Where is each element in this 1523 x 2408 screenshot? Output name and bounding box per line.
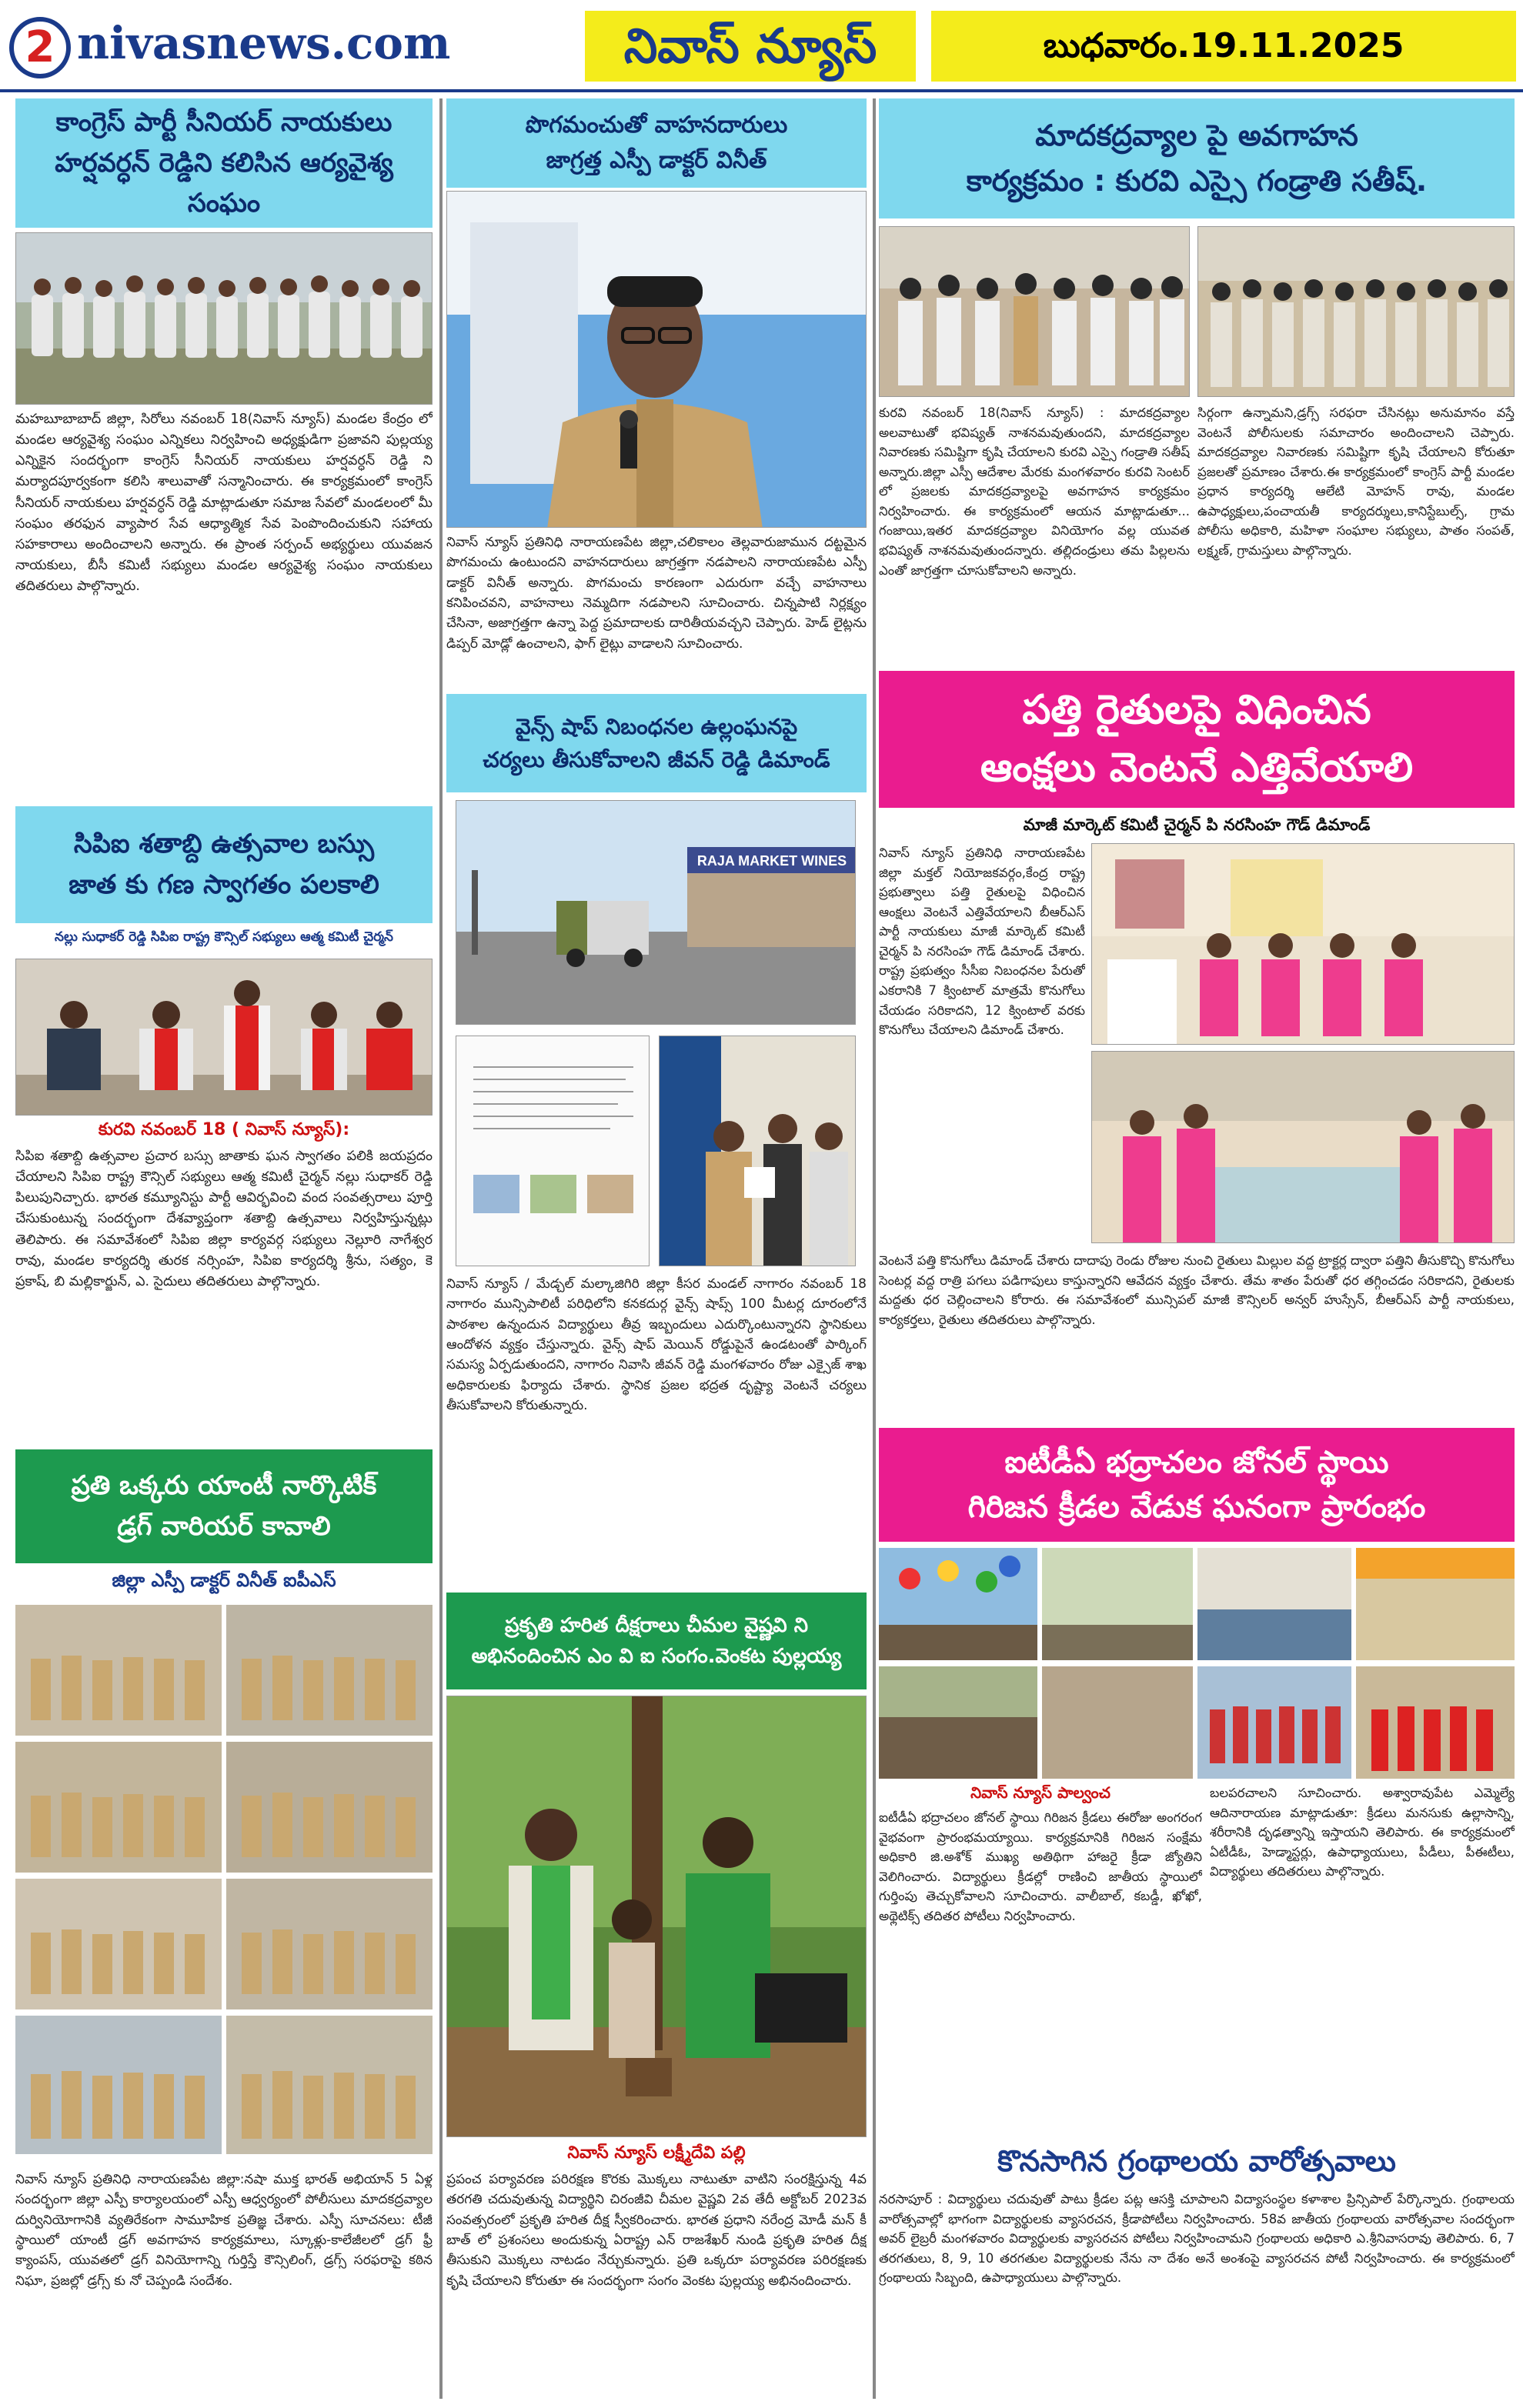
headline-library-week[interactable]: కొనసాగిన గ్రంథాలయ వారోత్సవాలు bbox=[997, 2144, 1396, 2178]
article-body-right: బలపరచాలని సూచించారు. అశ్వారావుపేట ఎమ్మెల్యే ఆదినారాయణ మాట్లాడుతూ: క్రీడలు మనసుకు ఉల్లాసాన్ని, శరీరానికి దృఢత్వాన్ని ఇస్తాయని తెలిపారు. ఈ కార్యక్రమంలో ఏటీడీఓ, హెడ్మాస్టర్లు, ఉపాధ్యాయులు, పీడీలు, పీఈటీలు, విద్యార్థులు తదితరులు పాల్గొన్నారు. bbox=[1210, 1786, 1515, 1879]
photo-brs-leaders-1 bbox=[1091, 843, 1515, 1045]
headline-line-1: ఐటీడీఏ భద్రాచలం జోనల్ స్థాయి bbox=[1004, 1445, 1389, 1480]
article-body: నరసాపూర్ : విద్యార్థులు చదువుతో పాటు క్రీడల పట్ల ఆసక్తి చూపాలని విద్యాసంస్థల కళాశాల ప్రిన్సిపాల్ పేర్కొన్నారు. గ్రంథాలయ వారోత్సవాల్లో భాగంగా విద్యార్థులకు వ్యాసరచన, క్రీడాపోటీలు నిర్వహించారు. 58వ జాతీయ గ్రంథాలయ వారోత్సవాల సందర్భంగా అవర్ లైబ్రరీ మంగళవారం విద్యార్థులకు వ్యాసరచన పోటీలు నిర్వహించామని గ్రంథాలయ అధికారి ఎ.శ్రీనివాసరావు తెలిపారు. 6, 7 తరగతులు, 8, 9, 10 తరగతుల విద్యార్థులకు నేను నా దేశం అనే అంశంపై వ్యాసరచన పోటీ నిర్వహించారు. ఈ కార్యక్రమంలో గ్రంథాలయ సిబ్బంది, ఉపాధ్యాయులు పాల్గొన్నారు. bbox=[879, 2192, 1515, 2286]
headline-line-1: ప్రతి ఒక్కరు యాంటీ నార్కొటిక్ bbox=[71, 1470, 377, 1502]
site-url[interactable]: nivasnews.com bbox=[77, 17, 451, 69]
headline-line-1: మాదకద్రవ్యాల పై అవగాహన bbox=[1035, 118, 1358, 153]
photo-brs-leaders-2 bbox=[1091, 1051, 1515, 1243]
article-body: నివాస్ న్యూస్ ప్రతినిధి నారాయణపేట జిల్లా మక్తల్ నియోజకవర్గం,కేంద్ర రాష్ట్ర ప్రభుత్వాలు పత్తి రైతులపై విధించిన ఆంక్షలు వెంటనే ఎత్తివేయాలని బీఆర్ఎస్ పార్టీ నాయకులు మాజీ మార్కెట్ కమిటీ చైర్మన్ పి నరసింహ గౌడ్ డిమాండ్ చేశారు. రాష్ట్ర ప్రభుత్వం సీసీఐ నిబంధనల పేరుతో ఎకరానికి 7 క్వింటాల్ మాత్రమే కొనుగోలు చేయడం సరికాదని, 12 క్వింటాల్ వరకు కొనుగోలు చేయాలని డిమాండ్ చేశారు. bbox=[879, 845, 1085, 1038]
headline-wine-shop[interactable] bbox=[446, 694, 867, 792]
article-body: ప్రపంచ పర్యావరణ పరిరక్షణ కొరకు మొక్కలు నాటుతూ వాటిని సంరక్షిస్తున్న 4వ తరగతి చదువుతున్న విద్యార్థిని చిరంజీవి చీమల వైష్ణవి 2వ తేదీ అక్టోబర్ 2023వ సంవత్సరంలో ప్రకృతి హరిత దీక్ష స్వీకరించారు. భారత ప్రధాని నరేంద్ర మోడీ మన్ కీ బాత్ లో ప్రశంసలు అందుకున్న ఏరాష్ట్ర ఎన్ రాజశేఖర్ నుండి ప్రకృతి హరిత దీక్ష తీసుకుని మొక్కలు నాటడం నేర్చుకున్నారు. ప్రతి ఒక్కరూ పర్యావరణ పరిరక్షణకు కృషి చేయాలని కోరుతూ ఈ సందర్భంగా సంగం వెంకట పుల్లయ్య అభినందించారు. bbox=[446, 2172, 867, 2289]
article-body: సిపిఐ శతాబ్ది ఉత్సవాల ప్రచార బస్సు జాతాకు ఘన స్వాగతం పలికి జయప్రదం చేయాలని సిపిఐ రాష్ట్ర కౌన్సిల్ సభ్యులు ఆత్మ కమిటీ చైర్మన్ నల్లు సుధాకర్ రెడ్డి పిలుపునిచ్చారు. భారత కమ్యూనిస్టు పార్టీ ఆవిర్భవించి వంద సంవత్సరాలు పూర్తి చేసుకుంటున్న సందర్భంగా దేశవ్యాప్తంగా శతాబ్ది ఉత్సవాలు నిర్వహిస్తున్నట్లు తెలిపారు. ఈ సమావేశంలో సిపిఐ జిల్లా కార్యవర్గ సభ్యులు నెల్లూరి నాగేశ్వర రావు, మండల కార్యదర్శి తురక నర్సింహ, సిపిఐ కార్యదర్శి శ్రీను, సత్యం, కె ప్రకాష్, బి మల్లికార్జున్, ఎ. సైదులు తదితరులు పాల్గొన్నారు. bbox=[15, 1149, 433, 1289]
headline-drug-awareness[interactable] bbox=[879, 98, 1515, 218]
headline-line-1: పత్తి రైతులపై విధించిన bbox=[1022, 686, 1371, 733]
headline-line-2: అభినందించిన ఎం వి ఐ సంగం.వెంకట పుల్లయ్య bbox=[471, 1645, 842, 1668]
headline-cotton-farmers[interactable] bbox=[879, 671, 1515, 808]
photo-awareness-2 bbox=[1197, 226, 1515, 397]
photo-sp-vineeth bbox=[446, 191, 867, 528]
headline-line-2: చర్యలు తీసుకోవాలని జీవన్ రెడ్డి డిమాండ్ bbox=[483, 747, 830, 772]
headline-line-2: జాగ్రత్త ఎస్పీ డాక్టర్ వినీత్ bbox=[546, 147, 767, 174]
headline-line-2: జాత కు గణ స్వాగతం పలకాలి bbox=[68, 869, 379, 900]
photo-tree-planting bbox=[446, 1696, 867, 2137]
photo-grid-pledge bbox=[15, 1605, 433, 2159]
group-photo-aryavysya bbox=[15, 232, 433, 405]
photo-wine-shop-road bbox=[456, 800, 856, 1025]
headline-line-1: సిపిఐ శతాబ్ది ఉత్సవాల బస్సు bbox=[73, 829, 375, 860]
photo-caption: నివాస్ న్యూస్ పాల్వంచ bbox=[970, 1783, 1111, 1802]
article-body: నివాస్ న్యూస్ / మేడ్చల్ మల్కాజిగిరి జిల్లా కీసర మండల్ నాగారం నవంబర్ 18 నాగారం మున్సిపాలిటీ పరిధిలోని కనకదుర్గ వైన్స్ షాప్స్ 100 మీటర్ల దూరంలోనే పాఠశాల ఉన్నందున విద్యార్థులు తీవ్ర ఇబ్బందులు ఎదుర్కొంటున్నారని స్థానికులు ఆందోళన వ్యక్తం చేస్తున్నారు. వైన్స్ షాప్ మెయిన్ రోడ్డుపైనే ఉండటంతో పార్కింగ్ సమస్య ఏర్పడుతుందని, నాగారం నివాసి జీవన్ రెడ్డి మంగళవారం రోజు ఎక్సైజ్ శాఖ అధికారులకు ఫిర్యాదు చేశారు. స్థానిక ప్రజల భద్రత దృష్ట్యా వెంటనే చర్యలు తీసుకోవాలని కోరుతున్నారు. bbox=[446, 1276, 867, 1414]
article-body: నివాస్ న్యూస్ ప్రతినిధి నారాయణపేట జిల్లా:నషా ముక్త భారత్ అభియాన్ 5 ఏళ్ల సందర్భంగా జిల్లా ఎస్పీ కార్యాలయంలో ఎస్పీ ఆధ్వర్యంలో పోలీసులు మాదకద్రవ్యాల దుర్వినియోగానికి వ్యతిరేకంగా సామూహిక ప్రతిజ్ఞ చేశారు. ఎస్పీ సూచనలు: టీజీ స్థాయిలో యాంటీ డ్రగ్ అవగాహన కార్యక్రమాలు, స్కూళ్లు-కాలేజీలలో డ్రగ్ ఫ్రీ క్యాంపస్, యువతలో డ్రగ్ వినియోగాన్ని గుర్తిస్తే కౌన్సిలింగ్, డ్రగ్స్ సరఫరాపై కఠిన నిఘా, ప్రజల్లో డ్రగ్స్ కు నో చెప్పండి సందేశం. bbox=[15, 2172, 433, 2289]
photo-caption: నివాస్ న్యూస్ లక్ష్మీదేవి పల్లి bbox=[567, 2143, 746, 2163]
article-body: నివాస్ న్యూస్ ప్రతినిధి నారాయణపేట జిల్లా,చలికాలం తెల్లవారుజామున దట్టమైన పొగమంచు ఉంటుందని వాహనదారులు జాగ్రత్తగా నడపాలని నారాయణపేట ఎస్పీ డాక్టర్ వినీత్ అన్నారు. పొగమంచు కారణంగా ఎదురుగా వచ్చే వాహనాలు కనిపించవని, వాహనాలు నెమ్మదిగా నడపాలని సూచించారు. చిన్నపాటి నిర్లక్ష్యం చేసినా, అజాగ్రత్తగా ఉన్నా పెద్ద ప్రమాదాలకు దారితీయవచ్చని చెప్పారు. హెడ్ లైట్లను డిప్పర్ మోడ్లో ఉంచాలని, ఫాగ్ లైట్లు వాడాలని సూచించారు. bbox=[446, 535, 867, 652]
shop-signboard: RAJA MARKET WINES bbox=[696, 853, 847, 869]
subheadline: జిల్లా ఎస్పీ డాక్టర్ వినీత్ ఐపీఎస్ bbox=[112, 1569, 336, 1591]
article-body: వెంటనే పత్తి కొనుగోలు డిమాండ్ చేశారు దాదాపు రెండు రోజుల నుంచి రైతులు మిల్లుల వద్ద ట్రాక్టర్ల ద్వారా పత్తిని తీసుకొచ్చి కొనుగోలు సెంటర్ల వద్ద రాత్రి పగలు పడిగాపులు కాస్తున్నారని ఆవేదన వ్యక్తం చేశారు. తేమ శాతం పేరుతో ధర తగ్గించడం సరికాదని, రైతులకు మద్దతు ధర చెల్లించాలని కోరారు. ఈ సమావేశంలో మున్సిపల్ మాజీ కౌన్సిలర్ అన్వర్ హుస్సేన్, బీఆర్ఎస్ పార్టీ నాయకులు, కార్యకర్తలు, రైతులు తదితరులు పాల్గొన్నారు. bbox=[879, 1253, 1515, 1327]
headline-cpi-centenary[interactable] bbox=[15, 806, 433, 923]
headline-line-1: ప్రకృతి హరిత దీక్షరాలు చీమల వైష్ణవి ని bbox=[505, 1613, 808, 1637]
photo-collage-sports bbox=[879, 1548, 1515, 1779]
headline-line-2: హర్షవర్ధన్ రెడ్డిని కలిసిన ఆర్యవైశ్య సంఘం bbox=[55, 147, 393, 219]
headline-line-2: కార్యక్రమం : కురవి ఎస్సై గండ్రాతి సతీష్. bbox=[966, 164, 1428, 198]
article-body-left: ఐటీడీఏ భద్రాచలం జోనల్ స్థాయి గిరిజన క్రీడలు ఈరోజు అంగరంగ వైభవంగా ప్రారంభమయ్యాయి. కార్యక్రమానికి గిరిజన సంక్షేమ అధికారి జి.అశోక్ ముఖ్య అతిథిగా హాజరై క్రీడా జ్యోతిని వెలిగించారు. విద్యార్థులు క్రీడల్లో రాణించి జాతీయ స్థాయిలో గుర్తింపు తెచ్చుకోవాలని సూచించారు. వాలీబాల్, కబడ్డీ, ఖోఖో, అథ్లెటిక్స్ తదితర పోటీలు నిర్వహించారు. bbox=[879, 1810, 1202, 1923]
headline-green-pledge[interactable] bbox=[446, 1593, 867, 1689]
headline-line-2: ఆంక్షలు వెంటనే ఎత్తివేయాలి bbox=[980, 745, 1414, 791]
article-body-right: సిర్గంగా ఉన్నామని,డ్రగ్స్ సరఫరా చేసినట్లు అనుమానం వస్తే వెంటనే పోలీసులకు సమాచారం అందించాలని చెప్పారు. మాదకద్రవ్యాల నివారణకు సమిష్టిగా కృషి చేయాలని కోరుతూ ప్రజలతో ప్రమాణం చేశారు.ఈ కార్యక్రమంలో కాంగ్రెస్ పార్టీ మండల ప్రధాన కార్యదర్శి ఆలేటి మోహన్ రావు, మండల ఉపాధ్యక్షులు,పంచాయతీ కార్యదర్శులు,కానిస్టేబుల్స్, గ్రామ పోలీసు అధికారి, మహిళా సంఘాల సభ్యులు, పాతం సంపత్, లక్ష్మణ్, గ్రామస్తులు పాల్గొన్నారు. bbox=[1197, 405, 1515, 558]
headline-line-1: వైన్స్ షాప్ నిబంధనల ఉల్లంఘనపై bbox=[515, 713, 798, 739]
issue-date: బుధవారం.19.11.2025 bbox=[931, 11, 1516, 82]
column-divider bbox=[873, 98, 876, 2399]
headline-anti-narcotic[interactable] bbox=[15, 1449, 433, 1563]
photo-awareness-1 bbox=[879, 226, 1190, 397]
headline-line-2: గిరిజన క్రీడల వేడుక ఘనంగా ప్రారంభం bbox=[967, 1489, 1426, 1525]
subheadline: నల్లు సుధాకర్ రెడ్డి సిపిఐ రాష్ట్ర కౌన్సిల్ సభ్యులు ఆత్మ కమిటీ చైర్మన్ bbox=[55, 929, 393, 945]
photo-complaint-letter bbox=[456, 1036, 650, 1266]
page-number: 2 bbox=[9, 17, 71, 78]
photo-cpi-leaders bbox=[15, 959, 433, 1116]
article-body-left: కురవి నవంబర్ 18(నివాస్ న్యూస్) : మాదకద్రవ్యాల అలవాటుతో భవిష్యత్ నాశనమవుతుందని, మాదకద్రవ్యాల నివారణకు సమిష్టిగా కృషి చేయాలని కురవి ఎస్సై గండ్రాతి సతీష్ అన్నారు.జిల్లా ఎస్పీ ఆదేశాల మేరకు మంగళవారం కురవి సెంటర్ లో ప్రజలకు మాదకద్రవ్యాలపై అవగాహన కార్యక్రమం నిర్వహించారు. ఈ కార్యక్రమంలో ఆయన మాట్లాడుతూ... గంజాయి,ఇతర మాదకద్రవ్యాల వినియోగం వల్ల యువత భవిష్యత్ నాశనమవుతుందన్నారు. తల్లిదండ్రులు తమ పిల్లలను ఎంతో జాగ్రత్తగా చూసుకోవాలని అన్నారు. bbox=[879, 405, 1190, 578]
headline-aryavysya-meet[interactable] bbox=[15, 98, 433, 228]
column-divider bbox=[439, 98, 443, 2399]
headline-tribal-games[interactable] bbox=[879, 1428, 1515, 1542]
headline-line-1: పొగమంచుతో వాహనదారులు bbox=[525, 111, 788, 138]
newspaper-brand: నివాస్ న్యూస్ bbox=[585, 11, 916, 82]
photo-handover bbox=[659, 1036, 856, 1266]
headline-line-1: కాంగ్రెస్ పార్టీ సీనియర్ నాయకులు bbox=[55, 106, 392, 138]
headline-fog-warning[interactable] bbox=[446, 98, 867, 188]
article-body: మహబూబాబాద్ జిల్లా, సిరోలు నవంబర్ 18(నివాస్ న్యూస్) మండల కేంద్రం లో మండల ఆర్యవైశ్య సంఘం ఎన్నికలు నిర్వహించి అధ్యక్షుడిగా ప్రజావని పుల్లయ్య ఎన్నికైన సందర్భంగా కాంగ్రెస్ సీనియర్ నాయకులు హర్షవర్ధన్ రెడ్డి ని మర్యాదపూర్వకంగా కలిసి శాలువాతో సన్మానించారు. ఈ కార్యక్రమంలో కాంగ్రెస్ సీనియర్ నాయకులు హర్షవర్ధన్ రెడ్డి మాట్లాడుతూ సమాజ సేవలో మండలంలో మీ సంఘం తరఫున వ్యాపార సేవ ఆధ్యాత్మిక సేవ పెంపొందించుకుని సహాయ సహకారాలు అందించాలని అన్నారు. ఈ ప్రాంత సర్పంచ్ అభ్యర్థులు యువజన నాయకులు, బీసీ కమిటీ సభ్యులు మండల ఆర్యవైశ్య సంఘం నాయకులు తదితరులు పాల్గొన్నారు. bbox=[15, 412, 433, 594]
headline-line-2: డ్రగ్ వారియర్ కావాలి bbox=[117, 1511, 331, 1542]
dateline: కురవి నవంబర్ 18 ( నివాస్ న్యూస్): bbox=[98, 1120, 350, 1139]
subheadline: మాజీ మార్కెట్ కమిటీ చైర్మన్ పి నరసింహ గౌడ్ డిమాండ్ bbox=[1023, 815, 1371, 834]
